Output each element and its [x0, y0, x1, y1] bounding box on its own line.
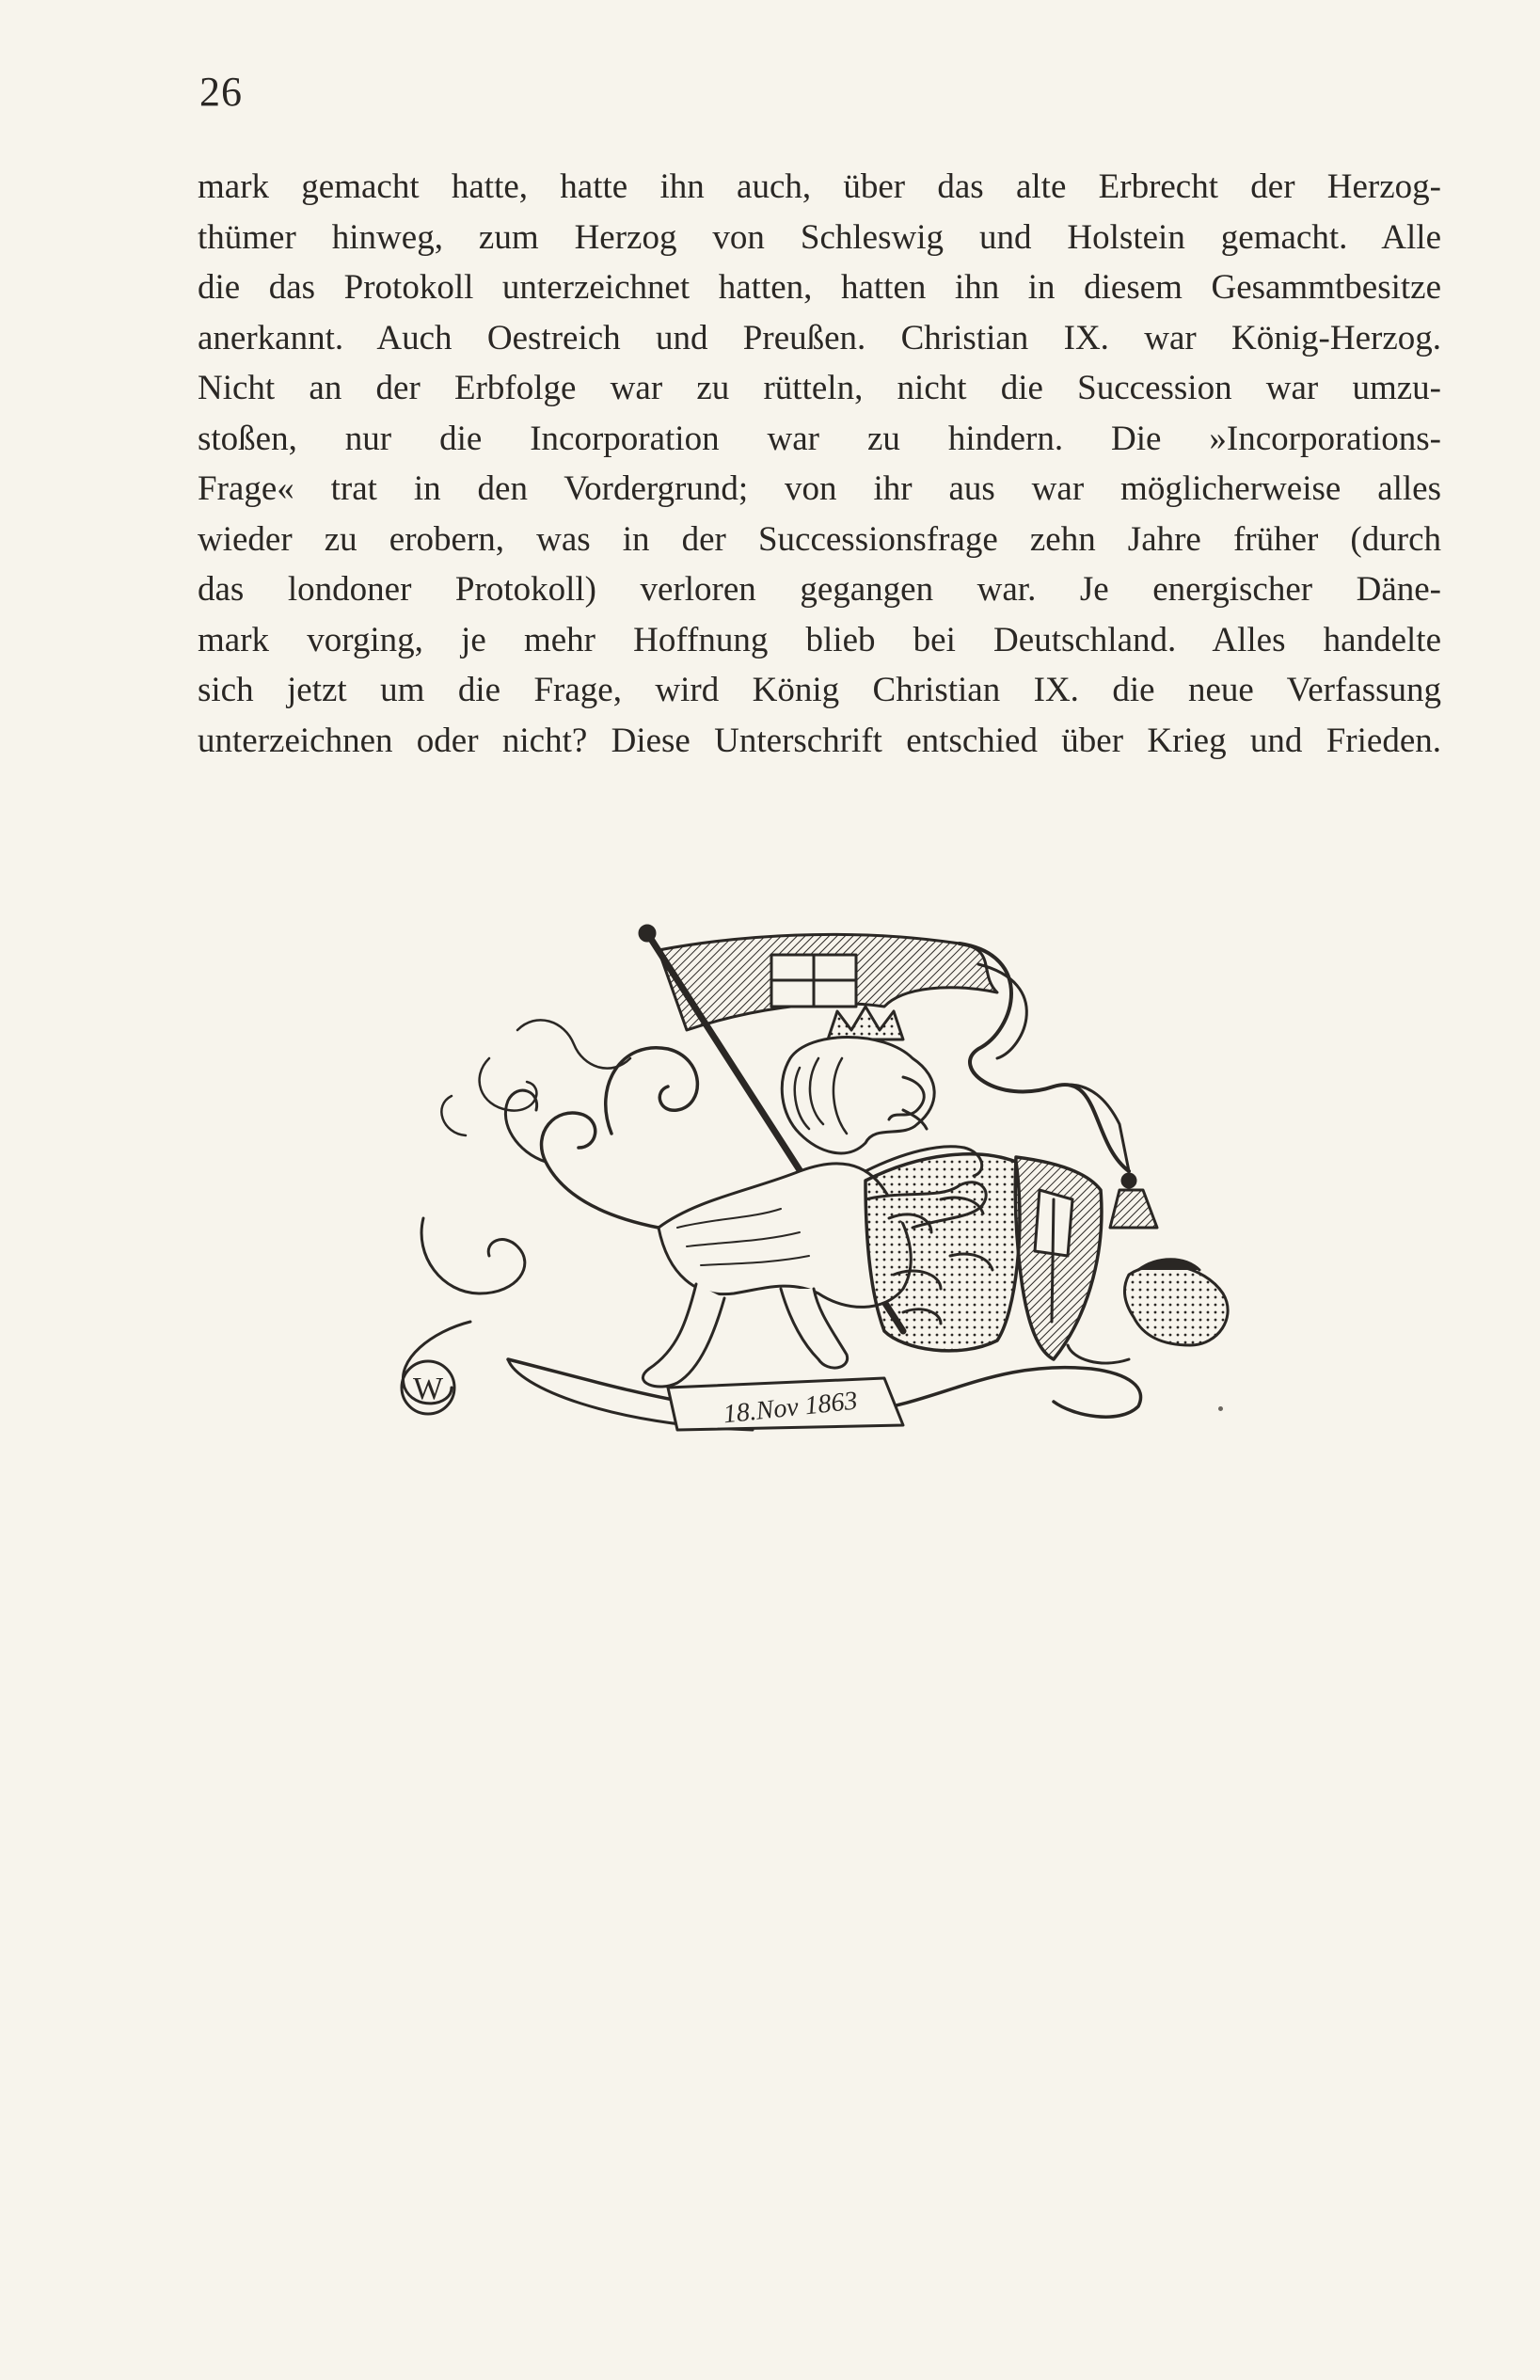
- text-line: anerkannt. Auch Oestreich und Preußen. Christian IX. war König-Herzog.: [198, 318, 1441, 357]
- page-number: 26: [199, 69, 243, 115]
- monogram-text: W: [412, 1372, 444, 1406]
- ink-speck: [1218, 1406, 1223, 1411]
- lion-banner-vignette: [376, 917, 1261, 1453]
- text-line: sich jetzt um die Frage, wird König Christian IX. die neue Verfassung: [198, 671, 1441, 709]
- body-text: [198, 162, 1441, 766]
- text-line: Frage« trat in den Vordergrund; von ihr aus war möglicherweise alles: [198, 469, 1441, 508]
- text-line: wieder zu erobern, was in der Successionsfrage zehn Jahre früher (durch: [198, 519, 1441, 559]
- text-line: stoßen, nur die Incorporation war zu hindern. Die »Incorporations-: [198, 419, 1441, 458]
- date-ribbon: [508, 1359, 1141, 1430]
- text-line: Nicht an der Erbfolge war zu rütteln, nicht die Succession war umzu-: [198, 369, 1441, 407]
- acanthus-scroll: [403, 1020, 697, 1404]
- monogram-emblem: [402, 1361, 454, 1414]
- ribbon-date-text: 18.Nov 1863: [722, 1386, 859, 1430]
- tassel-icon: [1110, 1174, 1157, 1228]
- text-line: mark vorging, je mehr Hoffnung blieb bei Deutschland. Alles handelte: [198, 620, 1441, 659]
- second-shield: [1015, 1157, 1102, 1359]
- text-line: thümer hinweg, zum Herzog von Schleswig und Holstein gemacht. Alle: [198, 217, 1441, 257]
- text-line: das londoner Protokoll) verloren gegangen war. Je energischer Däne-: [198, 570, 1441, 609]
- text-line: unterzeichnen oder nicht? Diese Unterschrift entschied über Krieg und Frieden.: [198, 721, 1441, 760]
- text-line: die das Protokoll unterzeichnet hatten, hatten ihn in diesem Gesammtbesitze: [198, 268, 1441, 307]
- text-line: mark gemacht hatte, hatte ihn auch, über das alte Erbrecht der Herzog-: [198, 167, 1441, 206]
- coat-of-arms-shield: [865, 1154, 1020, 1351]
